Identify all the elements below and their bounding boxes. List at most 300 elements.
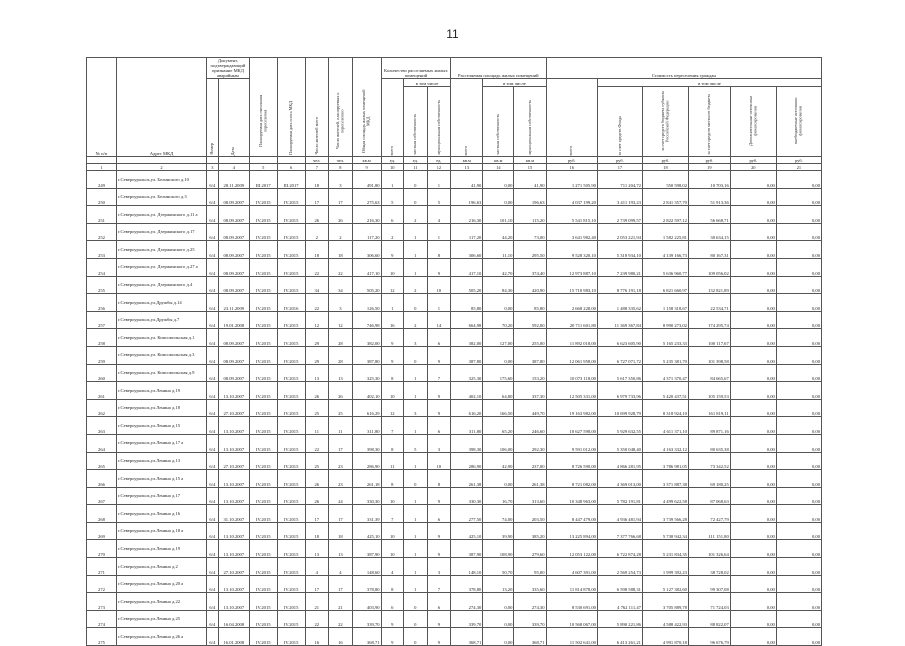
row-rooms-private: 1 bbox=[404, 558, 428, 576]
row-cost-local: 38 728,02 bbox=[688, 558, 730, 576]
row-cost-fund: 5 318 934,10 bbox=[597, 241, 642, 259]
row-rooms-private: 1 bbox=[404, 417, 428, 435]
table-row bbox=[87, 346, 822, 364]
row-rooms-municipal: 7 bbox=[427, 364, 451, 382]
resettlement-table-wrapper bbox=[86, 57, 822, 646]
table-row bbox=[87, 470, 822, 488]
row-cost-local: 22 534,71 bbox=[688, 294, 730, 312]
row-doc-number: 6/4 bbox=[206, 487, 218, 505]
row-address: г.Североуральск,ул. Дзержинского д.17 bbox=[116, 223, 206, 241]
row-cost-extra-private: 0,00 bbox=[776, 258, 821, 276]
row-total-area: 402,10 bbox=[352, 382, 381, 400]
row-residents-planned: 4 bbox=[329, 558, 353, 576]
header-rooms-incl: в том числе bbox=[404, 79, 451, 87]
column-number-cell: 5 bbox=[249, 164, 277, 171]
table-row bbox=[87, 382, 822, 400]
row-area-municipal: 274,30 bbox=[514, 593, 546, 611]
row-cost-extra: 0,00 bbox=[730, 575, 776, 593]
row-doc-number: 6/4 bbox=[206, 575, 218, 593]
row-cost-subject: 2 822 597,12 bbox=[642, 206, 688, 224]
row-total-area: 505,20 bbox=[352, 276, 381, 294]
row-number: 263 bbox=[87, 417, 117, 435]
row-area-municipal: 337,30 bbox=[514, 382, 546, 400]
unit-cell bbox=[277, 157, 305, 164]
header-cost-extra: Дополнительные источники финансирования bbox=[730, 87, 776, 157]
row-residents: 17 bbox=[305, 575, 329, 593]
row-total-area: 382,00 bbox=[352, 329, 381, 347]
row-rooms-municipal: 6 bbox=[427, 593, 451, 611]
row-address: г.Североуральск,ул.Ленина д.19 bbox=[116, 382, 206, 400]
row-number: 270 bbox=[87, 540, 117, 558]
column-number-cell: 16 bbox=[546, 164, 597, 171]
row-cost-local: 89 871,16 bbox=[688, 417, 730, 435]
row-cost-subject: 5 165 233,33 bbox=[642, 329, 688, 347]
row-total-area: 148,60 bbox=[352, 558, 381, 576]
unit-cell: ед. bbox=[427, 157, 451, 164]
row-cost-subject: 6 821 660,97 bbox=[642, 276, 688, 294]
row-area-municipal: 41,90 bbox=[514, 171, 546, 189]
column-number-cell: 21 bbox=[776, 164, 821, 171]
row-rooms-municipal: 6 bbox=[427, 329, 451, 347]
row-cost-subject: 5 420 437,51 bbox=[642, 382, 688, 400]
row-cost-extra-private: 0,00 bbox=[776, 593, 821, 611]
row-doc-date: 08.09.2007 bbox=[218, 364, 249, 382]
unit-cell: кв.м bbox=[352, 157, 381, 164]
row-number: 257 bbox=[87, 311, 117, 329]
row-doc-date: 23.11.2009 bbox=[218, 294, 249, 312]
row-doc-date: 08.09.2007 bbox=[218, 346, 249, 364]
table-row bbox=[87, 276, 822, 294]
row-rooms-private: 3 bbox=[404, 329, 428, 347]
row-doc-date: 13.10.2007 bbox=[218, 593, 249, 611]
row-rooms-total: 11 bbox=[381, 452, 403, 470]
row-area-total: 277,50 bbox=[451, 505, 483, 523]
row-cost-fund: 5 617 350,86 bbox=[597, 364, 642, 382]
row-area-private: 74,00 bbox=[483, 505, 514, 523]
table-row bbox=[87, 258, 822, 276]
row-planned-relocation: IV.2015 bbox=[249, 311, 277, 329]
row-address: г.Североуральск,ул. Дзержинского д.4 bbox=[116, 276, 206, 294]
row-address: г.Североуральск,ул. Комсомольская д.3 bbox=[116, 346, 206, 364]
row-cost-total: 19 163 982,00 bbox=[546, 399, 597, 417]
unit-cell: руб. bbox=[546, 157, 597, 164]
row-rooms-total: 6 bbox=[381, 206, 403, 224]
row-cost-extra: 0,00 bbox=[730, 470, 776, 488]
row-planned-relocation: IV.2015 bbox=[249, 329, 277, 347]
row-rooms-private: 0 bbox=[404, 171, 428, 189]
row-rooms-total: 9 bbox=[381, 329, 403, 347]
row-rooms-private: 1 bbox=[404, 540, 428, 558]
row-total-area: 126,50 bbox=[352, 294, 381, 312]
row-cost-fund: 6 623 605,90 bbox=[597, 329, 642, 347]
row-total-area: 746,98 bbox=[352, 311, 381, 329]
row-planned-relocation: IV.2015 bbox=[249, 540, 277, 558]
row-planned-demolition: IV.2015 bbox=[277, 628, 305, 646]
row-doc-number: 6/4 bbox=[206, 505, 218, 523]
row-total-area: 216,30 bbox=[352, 206, 381, 224]
row-cost-extra-private: 0,00 bbox=[776, 276, 821, 294]
row-rooms-municipal: 10 bbox=[427, 452, 451, 470]
row-residents-planned: 25 bbox=[329, 399, 353, 417]
row-address: г.Североуральск,ул.Ленина д.20 а bbox=[116, 575, 206, 593]
row-cost-fund: 6 979 733,96 bbox=[597, 382, 642, 400]
row-doc-date: 13.10.2007 bbox=[218, 487, 249, 505]
table-row bbox=[87, 399, 822, 417]
row-area-total: 261,38 bbox=[451, 470, 483, 488]
row-area-private: 0,00 bbox=[483, 470, 514, 488]
resettlement-table bbox=[86, 57, 822, 646]
row-cost-extra-private: 0,00 bbox=[776, 188, 821, 206]
row-rooms-total: 10 bbox=[381, 382, 403, 400]
column-number-cell: 17 bbox=[597, 164, 642, 171]
row-residents: 29 bbox=[305, 329, 329, 347]
row-doc-number: 6/4 bbox=[206, 610, 218, 628]
column-number-cell: 11 bbox=[404, 164, 428, 171]
row-total-area: 339,70 bbox=[352, 610, 381, 628]
header-document-group: Документ, подтверждающий признание МКД аварийным bbox=[206, 58, 249, 79]
table-row bbox=[87, 487, 822, 505]
row-rooms-total: 8 bbox=[381, 434, 403, 452]
row-planned-demolition: IV.2016 bbox=[277, 294, 305, 312]
column-number-cell: 13 bbox=[451, 164, 483, 171]
header-rooms-private: частная собственность bbox=[404, 87, 428, 157]
row-cost-fund: 7 239 980,21 bbox=[597, 258, 642, 276]
row-number: 250 bbox=[87, 188, 117, 206]
row-total-area: 261,18 bbox=[352, 470, 381, 488]
row-area-private: 0,00 bbox=[483, 171, 514, 189]
row-cost-extra: 0,00 bbox=[730, 452, 776, 470]
table-body bbox=[87, 171, 822, 646]
unit-cell: руб. bbox=[642, 157, 688, 164]
row-area-private: 0,00 bbox=[483, 593, 514, 611]
header-cost-fund: за счет средств Фонда bbox=[597, 87, 642, 157]
row-cost-subject: 5 738 942,34 bbox=[642, 522, 688, 540]
header-cost-incl: в том числе bbox=[597, 79, 821, 87]
row-doc-date: 08.09.2007 bbox=[218, 329, 249, 347]
row-area-municipal: 279,60 bbox=[514, 540, 546, 558]
row-area-municipal: 374,40 bbox=[514, 258, 546, 276]
row-planned-relocation: IV.2015 bbox=[249, 399, 277, 417]
row-rooms-total: 12 bbox=[381, 399, 403, 417]
row-address: г.Североуральск,ул.Ленина д.15 bbox=[116, 417, 206, 435]
row-residents-planned: 17 bbox=[329, 575, 353, 593]
row-rooms-municipal: 5 bbox=[427, 188, 451, 206]
row-area-total: 387,80 bbox=[451, 346, 483, 364]
row-number: 268 bbox=[87, 505, 117, 523]
row-cost-extra-private: 0,00 bbox=[776, 452, 821, 470]
row-area-private: 0,00 bbox=[483, 610, 514, 628]
row-number: 249 bbox=[87, 171, 117, 189]
row-rooms-private: 0 bbox=[404, 593, 428, 611]
row-cost-total: 5 541 815,10 bbox=[546, 206, 597, 224]
row-cost-extra-private: 0,00 bbox=[776, 223, 821, 241]
column-number-row bbox=[87, 164, 822, 171]
row-address: г.Североуральск,ул.Ленина д.16 bbox=[116, 505, 206, 523]
row-cost-local: 99 307,08 bbox=[688, 575, 730, 593]
row-planned-demolition: IV.2015 bbox=[277, 188, 305, 206]
row-area-private: 0,00 bbox=[483, 294, 514, 312]
row-cost-total: 12 061 958,00 bbox=[546, 346, 597, 364]
row-doc-date: 27.10.2007 bbox=[218, 452, 249, 470]
row-total-area: 325,30 bbox=[352, 364, 381, 382]
row-doc-number: 6/4 bbox=[206, 258, 218, 276]
row-residents: 29 bbox=[305, 346, 329, 364]
row-planned-demolition: IV.2015 bbox=[277, 364, 305, 382]
row-planned-demolition: IV.2015 bbox=[277, 276, 305, 294]
row-rooms-total: 9 bbox=[381, 241, 403, 259]
row-cost-extra: 0,00 bbox=[730, 558, 776, 576]
row-rooms-private: 1 bbox=[404, 452, 428, 470]
row-cost-extra-private: 0,00 bbox=[776, 329, 821, 347]
table-row bbox=[87, 558, 822, 576]
row-cost-subject: 8 990 273,02 bbox=[642, 311, 688, 329]
row-cost-extra: 0,00 bbox=[730, 399, 776, 417]
row-doc-date: 08.09.2007 bbox=[218, 188, 249, 206]
row-cost-local: 161 819,11 bbox=[688, 399, 730, 417]
row-planned-demolition: IV.2015 bbox=[277, 505, 305, 523]
row-cost-subject: 8 318 924,10 bbox=[642, 399, 688, 417]
row-cost-fund: 5 782 191,81 bbox=[597, 487, 642, 505]
row-rooms-private: 2 bbox=[404, 276, 428, 294]
row-area-total: 117,20 bbox=[451, 223, 483, 241]
row-residents-planned: 13 bbox=[329, 540, 353, 558]
row-cost-local: 56 668,71 bbox=[688, 206, 730, 224]
row-cost-subject: 3 739 566,28 bbox=[642, 505, 688, 523]
column-number-cell: 7 bbox=[305, 164, 329, 171]
row-residents-planned: 28 bbox=[329, 329, 353, 347]
row-cost-fund: 2 739 099,57 bbox=[597, 206, 642, 224]
row-cost-total: 10 568 067,00 bbox=[546, 610, 597, 628]
row-rooms-private: 1 bbox=[404, 223, 428, 241]
row-residents: 25 bbox=[305, 452, 329, 470]
header-planned-relocation: Планируемая дата окончания переселения bbox=[249, 58, 277, 157]
row-area-municipal: 203,50 bbox=[514, 505, 546, 523]
row-cost-local: 80 635,38 bbox=[688, 434, 730, 452]
row-doc-number: 6/4 bbox=[206, 382, 218, 400]
row-cost-subject: 5 231 834,35 bbox=[642, 540, 688, 558]
row-area-municipal: 153,20 bbox=[514, 364, 546, 382]
row-address: г.Североуральск,ул. Дзержинского д.25 bbox=[116, 241, 206, 259]
row-rooms-private: 0 bbox=[404, 470, 428, 488]
row-planned-demolition: IV.2015 bbox=[277, 540, 305, 558]
row-cost-subject: 4 611 371,10 bbox=[642, 417, 688, 435]
row-total-area: 387,90 bbox=[352, 540, 381, 558]
row-planned-demolition: IV.2015 bbox=[277, 558, 305, 576]
row-rooms-municipal: 9 bbox=[427, 522, 451, 540]
row-planned-demolition: IV.2015 bbox=[277, 487, 305, 505]
row-doc-date: 08.09.2007 bbox=[218, 276, 249, 294]
row-rooms-private: 1 bbox=[404, 241, 428, 259]
row-planned-relocation: IV.2015 bbox=[249, 610, 277, 628]
row-cost-fund: 4 936 481,94 bbox=[597, 505, 642, 523]
row-cost-subject: 4 163 332,12 bbox=[642, 434, 688, 452]
row-residents-planned: 24 bbox=[329, 487, 353, 505]
row-residents-planned: 34 bbox=[329, 276, 353, 294]
row-rooms-total: 1 bbox=[381, 171, 403, 189]
row-address: г.Североуральск,ул.Дружбы д.14 bbox=[116, 294, 206, 312]
row-area-private: 108,90 bbox=[483, 540, 514, 558]
table-row bbox=[87, 241, 822, 259]
column-number-cell: 2 bbox=[116, 164, 206, 171]
row-number: 258 bbox=[87, 329, 117, 347]
row-rooms-municipal: 9 bbox=[427, 540, 451, 558]
row-area-private: 65,20 bbox=[483, 417, 514, 435]
row-address: г.Североуральск,ул.Ленина д.19 bbox=[116, 540, 206, 558]
row-doc-number: 6/4 bbox=[206, 171, 218, 189]
row-residents-planned: 12 bbox=[329, 311, 353, 329]
row-address: г.Североуральск,ул.Ленина д.17 а bbox=[116, 434, 206, 452]
unit-cell bbox=[249, 157, 277, 164]
row-residents: 22 bbox=[305, 434, 329, 452]
row-planned-demolition: IV.2015 bbox=[277, 311, 305, 329]
row-residents: 26 bbox=[305, 470, 329, 488]
row-rooms-total: 16 bbox=[381, 311, 403, 329]
row-area-private: 11,10 bbox=[483, 241, 514, 259]
row-rooms-municipal: 9 bbox=[427, 487, 451, 505]
row-cost-total: 12 053 122,00 bbox=[546, 540, 597, 558]
row-doc-number: 6/4 bbox=[206, 329, 218, 347]
header-residents-count: Число жителей всего bbox=[305, 58, 329, 157]
column-number-cell: 4 bbox=[218, 164, 249, 171]
row-cost-extra-private: 0,00 bbox=[776, 575, 821, 593]
row-residents-planned: 23 bbox=[329, 452, 353, 470]
row-planned-relocation: III.2017 bbox=[249, 171, 277, 189]
row-cost-extra: 0,00 bbox=[730, 382, 776, 400]
row-number: 273 bbox=[87, 593, 117, 611]
header-address: Адрес МКД bbox=[116, 58, 206, 157]
row-address: г.Североуральск,ул.Ленина д.22 bbox=[116, 593, 206, 611]
row-cost-local: 71 724,03 bbox=[688, 593, 730, 611]
row-cost-total: 4 037 199,20 bbox=[546, 188, 597, 206]
row-cost-extra: 0,00 bbox=[730, 188, 776, 206]
row-planned-relocation: IV.2015 bbox=[249, 575, 277, 593]
row-cost-local: 10 703,16 bbox=[688, 171, 730, 189]
row-residents-planned: 26 bbox=[329, 382, 353, 400]
row-area-private: 106,00 bbox=[483, 434, 514, 452]
row-cost-extra: 0,00 bbox=[730, 522, 776, 540]
row-planned-relocation: IV.2015 bbox=[249, 346, 277, 364]
row-doc-number: 6/4 bbox=[206, 223, 218, 241]
row-doc-number: 6/4 bbox=[206, 558, 218, 576]
row-cost-total: 11 814 878,00 bbox=[546, 575, 597, 593]
row-planned-relocation: IV.2015 bbox=[249, 558, 277, 576]
row-cost-fund: 5 890 221,86 bbox=[597, 610, 642, 628]
row-residents: 26 bbox=[305, 382, 329, 400]
row-total-area: 417,10 bbox=[352, 258, 381, 276]
row-cost-subject: 3 371 887,38 bbox=[642, 470, 688, 488]
row-doc-date: 08.09.2007 bbox=[218, 206, 249, 224]
page-number: 11 bbox=[446, 27, 459, 41]
row-planned-relocation: IV.2015 bbox=[249, 593, 277, 611]
row-total-area: 491,80 bbox=[352, 171, 381, 189]
row-number: 275 bbox=[87, 628, 117, 646]
unit-cell: ед. bbox=[381, 157, 403, 164]
row-area-private: 175,60 bbox=[483, 364, 514, 382]
row-cost-local: 73 342,52 bbox=[688, 452, 730, 470]
row-rooms-private: 1 bbox=[404, 258, 428, 276]
row-address: г.Североуральск,ул.Дружбы д.7 bbox=[116, 311, 206, 329]
row-area-municipal: 255,00 bbox=[514, 329, 546, 347]
row-address: г.Североуральск,ул. Комсомольская д.9 bbox=[116, 364, 206, 382]
row-total-area: 425,10 bbox=[352, 522, 381, 540]
row-cost-local: 132 821,89 bbox=[688, 276, 730, 294]
row-address: г.Североуральск,ул.Ленина д.2 bbox=[116, 558, 206, 576]
row-area-private: 64,80 bbox=[483, 382, 514, 400]
row-cost-total: 10 348 963,00 bbox=[546, 487, 597, 505]
row-cost-extra-private: 0,00 bbox=[776, 294, 821, 312]
header-planned-demolition: Планируемая дата сноса МКД bbox=[277, 58, 305, 157]
row-cost-local: 100 117,67 bbox=[688, 329, 730, 347]
row-cost-extra-private: 0,00 bbox=[776, 206, 821, 224]
table-row bbox=[87, 223, 822, 241]
unit-cell: руб. bbox=[776, 157, 821, 164]
row-cost-fund: 4 762 111,47 bbox=[597, 593, 642, 611]
row-number: 254 bbox=[87, 258, 117, 276]
table-row bbox=[87, 188, 822, 206]
row-cost-fund: 11 369 367,84 bbox=[597, 311, 642, 329]
row-rooms-municipal: 8 bbox=[427, 241, 451, 259]
row-cost-fund: 10 699 928,79 bbox=[597, 399, 642, 417]
row-rooms-private: 5 bbox=[404, 434, 428, 452]
row-area-total: 330,30 bbox=[451, 487, 483, 505]
row-number: 251 bbox=[87, 206, 117, 224]
row-cost-extra-private: 0,00 bbox=[776, 540, 821, 558]
row-cost-subject: 1 999 392,23 bbox=[642, 558, 688, 576]
table-row bbox=[87, 540, 822, 558]
row-cost-subject: 4 499 622,58 bbox=[642, 487, 688, 505]
row-doc-date: 13.10.2007 bbox=[218, 434, 249, 452]
row-residents-planned: 3 bbox=[329, 171, 353, 189]
row-area-municipal: 261,38 bbox=[514, 470, 546, 488]
row-rooms-municipal: 7 bbox=[427, 575, 451, 593]
row-planned-demolition: IV.2015 bbox=[277, 329, 305, 347]
table-row bbox=[87, 593, 822, 611]
row-cost-extra: 0,00 bbox=[730, 593, 776, 611]
table-row bbox=[87, 434, 822, 452]
header-cost-subject: за счет средств бюджета субъекта Российской Федерации bbox=[642, 87, 688, 157]
row-area-total: 339,70 bbox=[451, 610, 483, 628]
row-area-municipal: 115,20 bbox=[514, 206, 546, 224]
row-area-total: 664,98 bbox=[451, 311, 483, 329]
row-area-total: 148,10 bbox=[451, 558, 483, 576]
unit-cell bbox=[206, 157, 218, 164]
row-cost-fund: 1 488 335,62 bbox=[597, 294, 642, 312]
row-planned-relocation: IV.2015 bbox=[249, 258, 277, 276]
row-residents-planned: 13 bbox=[329, 364, 353, 382]
row-total-area: 387,80 bbox=[352, 346, 381, 364]
row-rooms-private: 0 bbox=[404, 346, 428, 364]
row-cost-total: 10 073 118,00 bbox=[546, 364, 597, 382]
row-cost-extra-private: 0,00 bbox=[776, 171, 821, 189]
row-residents-planned: 26 bbox=[329, 206, 353, 224]
row-number: 252 bbox=[87, 223, 117, 241]
row-cost-subject: 4 371 370,47 bbox=[642, 364, 688, 382]
row-residents: 34 bbox=[305, 276, 329, 294]
row-rooms-total: 5 bbox=[381, 188, 403, 206]
row-cost-total: 9 528 320,10 bbox=[546, 241, 597, 259]
table-row bbox=[87, 206, 822, 224]
row-planned-demolition: IV.2015 bbox=[277, 206, 305, 224]
row-doc-number: 6/4 bbox=[206, 294, 218, 312]
row-cost-extra-private: 0,00 bbox=[776, 505, 821, 523]
row-residents: 17 bbox=[305, 505, 329, 523]
row-cost-local: 30 634,15 bbox=[688, 223, 730, 241]
row-cost-subject: 4 139 166,73 bbox=[642, 241, 688, 259]
row-cost-extra-private: 0,00 bbox=[776, 487, 821, 505]
row-cost-extra-private: 0,00 bbox=[776, 399, 821, 417]
row-rooms-private: 0 bbox=[404, 188, 428, 206]
row-area-municipal: 295,50 bbox=[514, 241, 546, 259]
